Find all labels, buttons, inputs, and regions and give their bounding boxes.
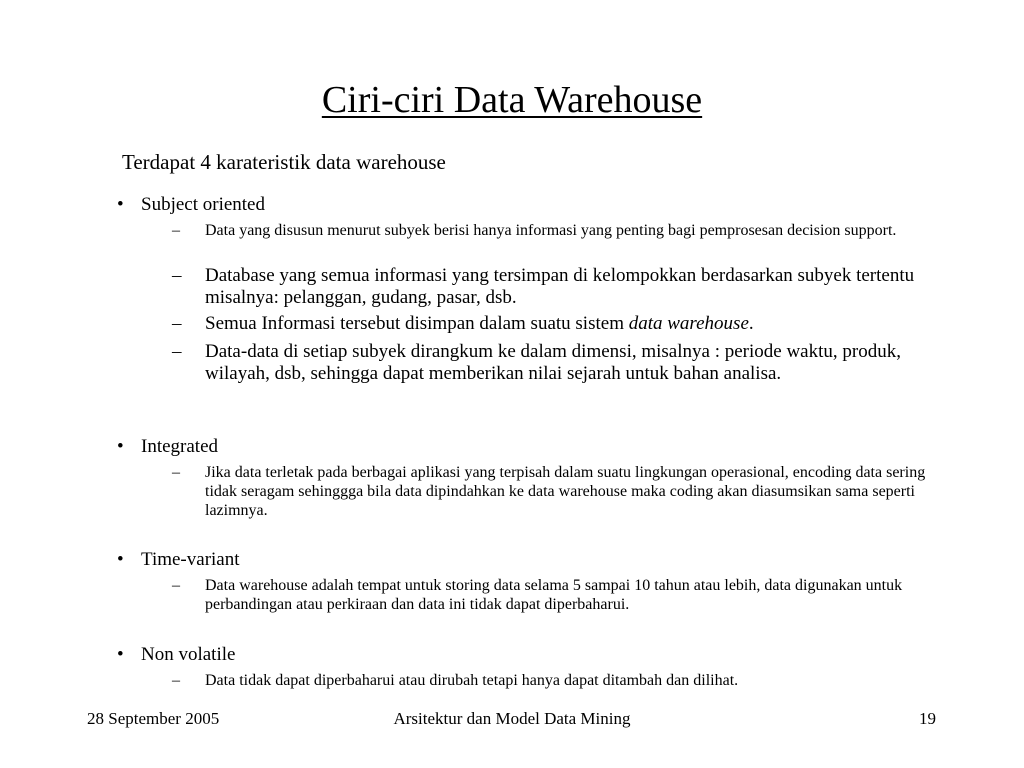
- list-item-text-italic: data warehouse: [628, 313, 749, 334]
- list-item-text: Data-data di setiap subyek dirangkum ke dalam dimensi, misalnya : periode waktu, produk, wilayah, dsb, sehingga dapat memberikan nilai sejarah untuk bahan analisa.: [205, 341, 901, 384]
- list-item-text: Data yang disusun menurut subyek berisi hanya informasi yang penting bagi pemprosesan decision support.: [205, 222, 897, 239]
- bullet-glyph: •: [117, 644, 124, 665]
- list-item-text-after: .: [748, 313, 754, 334]
- dash-glyph: –: [172, 313, 182, 334]
- list-item-text: Data warehouse adalah tempat untuk storing data selama 5 sampai 10 tahun atau lebih, data digunakan untuk perbandingan atau perkiraan dan data ini tidak dapat diperbaharui.: [205, 577, 903, 613]
- section-heading-text: Subject oriented: [141, 194, 265, 215]
- bullet-glyph: •: [117, 194, 124, 215]
- dash-glyph: –: [172, 464, 180, 481]
- intro-text: Terdapat 4 karateristik data warehouse: [122, 150, 446, 174]
- list-item-text: Jika data terletak pada berbagai aplikasi yang terpisah dalam suatu lingkungan operasional, encoding data sering tidak seragam sehinggga bila data dipindahkan ke data warehouse maka coding akan diasumsikan sama seperti lazimnya.: [205, 464, 926, 519]
- slide-title-text: Ciri-ciri Data Warehouse: [321, 79, 703, 121]
- dash-glyph: –: [172, 577, 180, 594]
- section-heading-text: Integrated: [141, 436, 219, 457]
- dash-glyph: –: [172, 265, 182, 286]
- list-item-text-before: Semua Informasi tersebut disimpan dalam suatu sistem: [205, 313, 629, 334]
- dash-glyph: –: [172, 222, 180, 239]
- dash-glyph: –: [172, 672, 180, 689]
- bullet-glyph: •: [117, 549, 124, 570]
- list-item-text: Database yang semua informasi yang tersimpan di kelompokkan berdasarkan subyek tertentu misalnya: pelanggan, gudang, pasar, dsb.: [205, 265, 915, 308]
- list-item-text: [205, 313, 932, 335]
- dash-glyph: –: [172, 341, 182, 362]
- footer-page-number: 19: [919, 709, 936, 728]
- footer-course-title: Arsitektur dan Model Data Mining: [393, 709, 631, 728]
- list-item-text: Data tidak dapat diperbaharui atau dirubah tetapi hanya dapat ditambah dan dilihat.: [205, 672, 739, 689]
- section-heading-text: Non volatile: [141, 644, 236, 665]
- section-heading-text: Time-variant: [141, 549, 240, 570]
- slide-title: [0, 78, 1024, 122]
- footer-date: 28 September 2005: [87, 709, 220, 728]
- bullet-glyph: •: [117, 436, 124, 457]
